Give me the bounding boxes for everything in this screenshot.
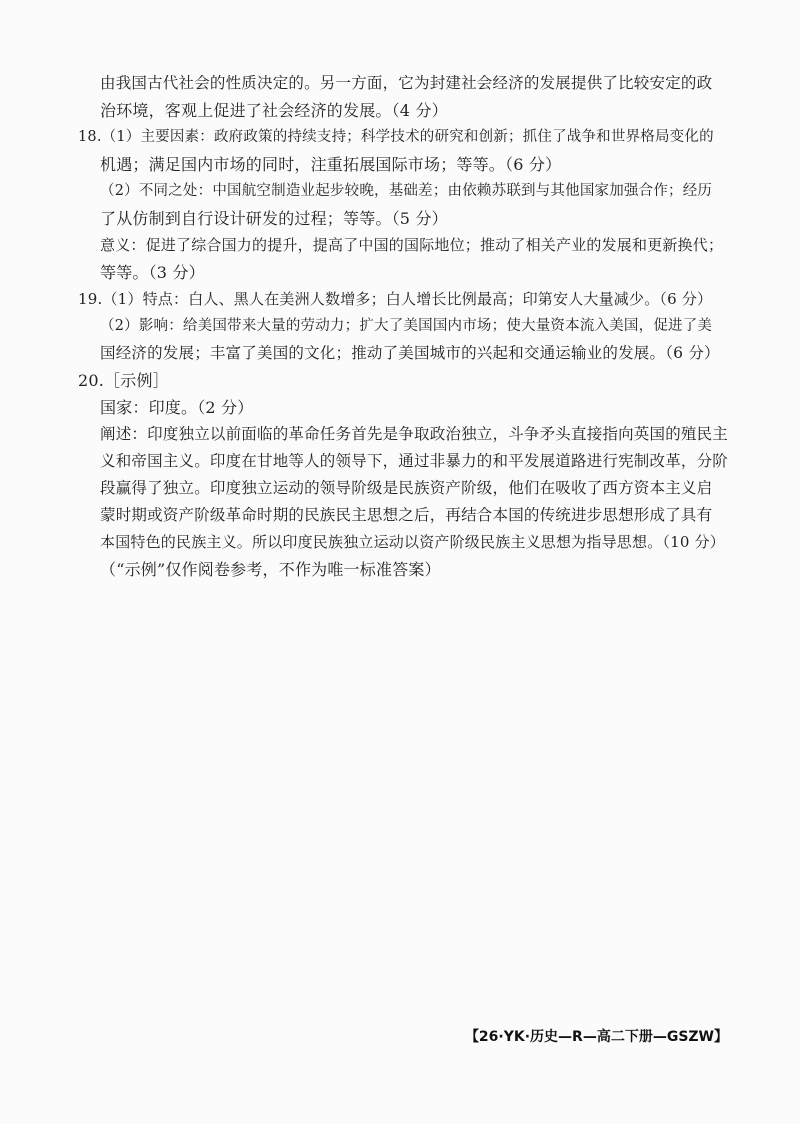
text-line: 段赢得了独立。印度独立运动的领导阶级是民族资产阶级，他们在吸收了西方资本主义启 (100, 479, 713, 497)
text-line: 本国特色的民族主义。所以印度民族独立运动以资产阶级民族主义思想为指导思想。（10 分） (100, 533, 725, 551)
answer-text (78, 70, 728, 583)
text-line: 阐述：印度独立以前面临的革命任务首先是争取政治独立，斗争矛头直接指向英国的殖民主 (100, 425, 729, 443)
text-line: 19.（1）特点：白人、黑人在美洲人数增多；白人增长比例最高；印第安人大量减少。（6 分） (78, 290, 713, 308)
text-line: 意义：促进了综合国力的提升，提高了中国的国际地位；推动了相关产业的发展和更新换代； (100, 236, 724, 254)
page-footer-code: 【26·YK·历史—R—高二下册—GSZW】 (464, 1029, 728, 1045)
text-line: （2）影响：给美国带来大量的劳动力；扩大了美国国内市场；使大量资本流入美国，促进了美 (100, 318, 713, 334)
text-line: 义和帝国主义。印度在甘地等人的领导下，通过非暴力的和平发展道路进行宪制改革，分阶 (100, 452, 729, 470)
text-line: （2）不同之处：中国航空制造业起步较晚，基础差；由依赖苏联到与其他国家加强合作；经历 (100, 183, 713, 199)
text-line: 18.（1）主要因素：政府政策的持续支持；科学技术的研究和创新；抓住了战争和世界格局变化的 (78, 129, 714, 145)
text-line: 蒙时期或资产阶级革命时期的民族民主思想之后，再结合本国的传统进步思想形成了具有 (100, 506, 713, 524)
text-line: 国家：印度。（2 分） (100, 398, 254, 417)
text-line: 治环境，客观上促进了社会经济的发展。（4 分） (100, 101, 448, 120)
text-line: 由我国古代社会的性质决定的。另一方面，它为封建社会经济的发展提供了比较安定的政 (100, 74, 713, 92)
text-line: 了从仿制到自行设计研发的过程；等等。（5 分） (100, 209, 448, 228)
text-line: （“示例”仅作阅卷参考，不作为唯一标准答案） (100, 560, 441, 579)
text-line: 机遇；满足国内市场的同时，注重拓展国际市场；等等。（6 分） (100, 155, 562, 174)
text-line: 等等。（3 分） (100, 263, 205, 282)
text-line: 20.［示例］ (78, 371, 169, 390)
text-line: 国经济的发展；丰富了美国的文化；推动了美国城市的兴起和交通运输业的发展。（6 分） (100, 344, 720, 362)
